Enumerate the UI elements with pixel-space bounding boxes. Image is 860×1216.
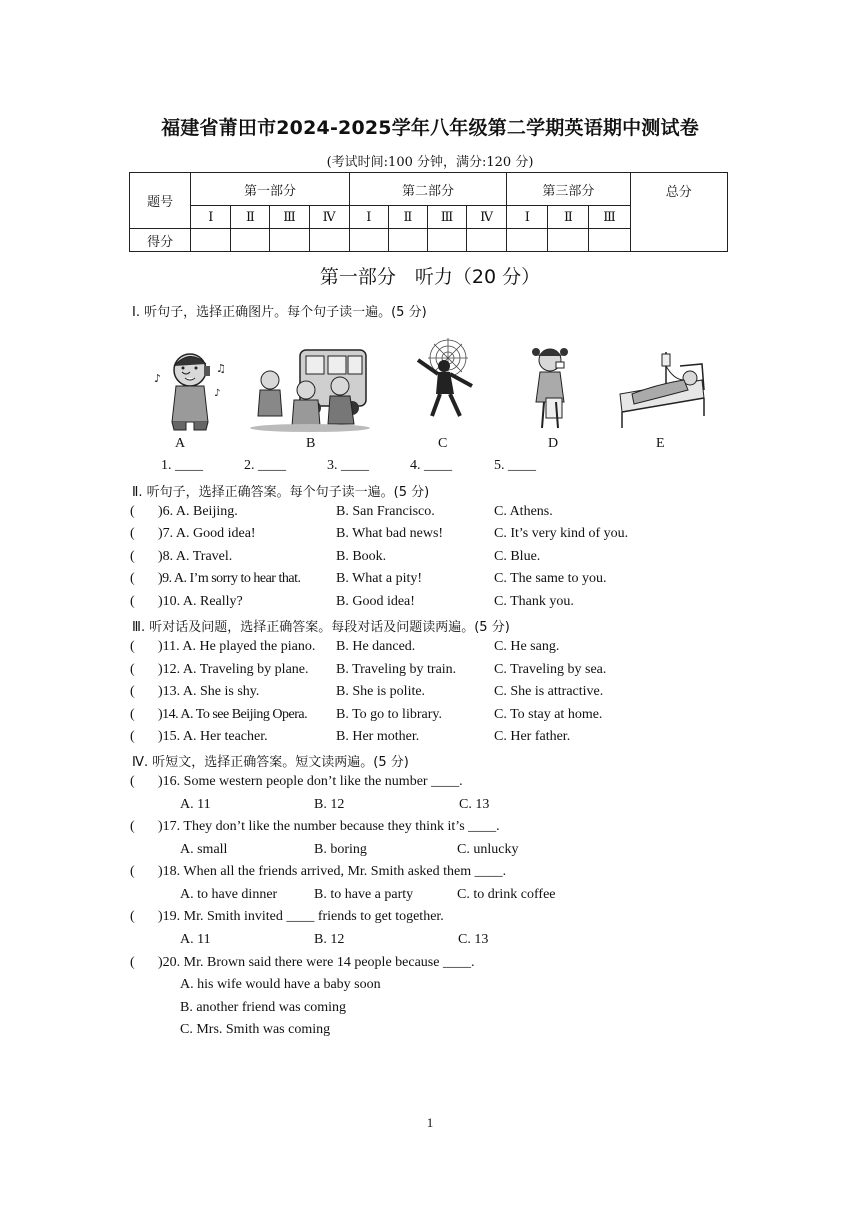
picture-label-e: E xyxy=(656,436,665,451)
option-c: C. The same to you. xyxy=(494,571,607,586)
score-cell xyxy=(309,229,349,252)
option-b: B. 12 xyxy=(314,797,345,812)
option-b: B. What bad news! xyxy=(336,526,444,541)
option-a: A. 11 xyxy=(180,797,211,812)
part2-header: 第二部分 xyxy=(349,173,507,206)
score-cell xyxy=(427,229,466,252)
answer-paren[interactable]: ( xyxy=(130,549,135,564)
option-c: C. 13 xyxy=(459,797,490,812)
answer-paren[interactable]: ( xyxy=(130,662,135,677)
picture-label-a: A xyxy=(175,436,186,451)
option-c: C. to drink coffee xyxy=(457,887,556,902)
answer-paren[interactable]: ( xyxy=(130,684,135,699)
picture-label-c: C xyxy=(438,436,448,451)
q3-heading: Ⅲ. 听对话及问题，选择正确答案。每段对话及问题读两遍。(5 分) xyxy=(132,620,510,635)
answer-paren[interactable]: ( xyxy=(130,571,135,586)
answer-blank[interactable]: 2. ____ xyxy=(244,458,286,473)
answer-paren[interactable]: ( xyxy=(130,819,135,834)
option-c: C. It’s very kind of you. xyxy=(494,526,629,541)
row-header-number: 题号 xyxy=(130,173,191,229)
part1-col: Ⅳ xyxy=(309,206,349,229)
part2-col: Ⅳ xyxy=(467,206,507,229)
part3-col: Ⅲ xyxy=(589,206,630,229)
part1-col: Ⅰ xyxy=(191,206,231,229)
part1-col: Ⅲ xyxy=(270,206,309,229)
option-c: C. Traveling by sea. xyxy=(494,662,607,677)
option-b: B. He danced. xyxy=(336,639,416,654)
option-b: B. Her mother. xyxy=(336,729,420,744)
picture-label-d: D xyxy=(548,436,559,451)
answer-paren[interactable]: ( xyxy=(130,526,135,541)
option-b: B. San Francisco. xyxy=(336,504,435,519)
part3-col: Ⅱ xyxy=(548,206,589,229)
part2-col: Ⅰ xyxy=(349,206,388,229)
option-b: B. To go to library. xyxy=(336,707,442,722)
option-a: )14. A. To see Beijing Opera. xyxy=(158,707,308,722)
svg-text:♪: ♪ xyxy=(214,388,221,399)
option-b: B. She is polite. xyxy=(336,684,426,699)
answer-paren[interactable]: ( xyxy=(130,864,135,879)
svg-text:♪: ♪ xyxy=(154,372,162,385)
total-header: 总分 xyxy=(630,173,727,252)
score-cell xyxy=(191,229,231,252)
option-c: C. He sang. xyxy=(494,639,560,654)
answer-paren[interactable]: ( xyxy=(130,729,135,744)
part3-col: Ⅰ xyxy=(507,206,548,229)
score-table xyxy=(129,172,728,252)
svg-text:♫: ♫ xyxy=(216,362,226,375)
score-cell xyxy=(349,229,388,252)
question-stem: )16. Some western people don’t like the number ____. xyxy=(158,774,463,789)
answer-blank[interactable]: 1. ____ xyxy=(161,458,203,473)
option-b: B. Traveling by train. xyxy=(336,662,457,677)
girl-tissue-picture xyxy=(526,342,578,432)
answer-paren[interactable]: ( xyxy=(130,594,135,609)
picture-label-b: B xyxy=(306,436,316,451)
option-a: )10. A. Really? xyxy=(158,594,243,609)
page-number: 1 xyxy=(426,1115,434,1130)
option-a: )15. A. Her teacher. xyxy=(158,729,268,744)
option-b: B. boring xyxy=(314,842,367,857)
option-c: C. unlucky xyxy=(457,842,519,857)
answer-paren[interactable]: ( xyxy=(130,955,135,970)
part3-header: 第三部分 xyxy=(507,173,630,206)
option-c: C. 13 xyxy=(458,932,489,947)
answer-blank[interactable]: 4. ____ xyxy=(410,458,452,473)
answer-blank[interactable]: 3. ____ xyxy=(327,458,369,473)
option-a: )9. A. I’m sorry to hear that. xyxy=(158,571,301,586)
part2-col: Ⅲ xyxy=(427,206,466,229)
answer-blank[interactable]: 5. ____ xyxy=(494,458,536,473)
option-c: C. Her father. xyxy=(494,729,571,744)
score-cell xyxy=(270,229,309,252)
option-a: )6. A. Beijing. xyxy=(158,504,238,519)
question-stem: )19. Mr. Smith invited ____ friends to get together. xyxy=(158,909,444,924)
kids-bus-picture xyxy=(248,346,372,432)
page-title: 福建省莆田市2024-2025学年八年级第二学期英语期中测试卷 xyxy=(161,117,699,139)
score-cell xyxy=(231,229,270,252)
option-b: B. What a pity! xyxy=(336,571,423,586)
exam-info: (考试时间:100 分钟，满分:120 分) xyxy=(326,155,534,170)
hospital-bed-picture xyxy=(618,350,708,432)
option-a: )12. A. Traveling by plane. xyxy=(158,662,309,677)
option-c: C. To stay at home. xyxy=(494,707,603,722)
option-c: C. Thank you. xyxy=(494,594,574,609)
answer-paren[interactable]: ( xyxy=(130,774,135,789)
question-stem: )17. They don’t like the number because they think it’s ____. xyxy=(158,819,500,834)
part2-col: Ⅱ xyxy=(388,206,427,229)
option-c: C. Blue. xyxy=(494,549,541,564)
score-cell xyxy=(589,229,630,252)
option-a: A. to have dinner xyxy=(180,887,278,902)
score-cell xyxy=(548,229,589,252)
part1-col: Ⅱ xyxy=(231,206,270,229)
option-a: )11. A. He played the piano. xyxy=(158,639,316,654)
option-b: B. to have a party xyxy=(314,887,414,902)
answer-paren[interactable]: ( xyxy=(130,504,135,519)
option-b: B. Book. xyxy=(336,549,387,564)
row-header-score: 得分 xyxy=(130,229,191,252)
boy-singing-picture xyxy=(152,342,230,432)
score-cell xyxy=(507,229,548,252)
answer-paren[interactable]: ( xyxy=(130,707,135,722)
spider-man-picture xyxy=(402,338,484,420)
option-c: C. She is attractive. xyxy=(494,684,604,699)
option-a: )8. A. Travel. xyxy=(158,549,233,564)
option-a: A. small xyxy=(180,842,228,857)
part1-header: 第一部分 xyxy=(191,173,350,206)
option-b: B. Good idea! xyxy=(336,594,415,609)
score-cell xyxy=(388,229,427,252)
question-stem: )20. Mr. Brown said there were 14 people because ____. xyxy=(158,955,475,970)
answer-paren[interactable]: ( xyxy=(130,639,135,654)
option-a: )7. A. Good idea! xyxy=(158,526,256,541)
question-stem: )18. When all the friends arrived, Mr. Smith asked them ____. xyxy=(158,864,507,879)
q1-heading: Ⅰ. 听句子，选择正确图片。每个句子读一遍。(5 分) xyxy=(132,305,427,320)
q2-heading: Ⅱ. 听句子，选择正确答案。每个句子读一遍。(5 分) xyxy=(132,485,430,500)
option-a: A. 11 xyxy=(180,932,211,947)
section-heading: 第一部分 听力（20 分） xyxy=(319,266,541,288)
option-c: C. Athens. xyxy=(494,504,553,519)
score-cell xyxy=(467,229,507,252)
option-b: B. 12 xyxy=(314,932,345,947)
answer-paren[interactable]: ( xyxy=(130,909,135,924)
q4-heading: Ⅳ. 听短文，选择正确答案。短文读两遍。(5 分) xyxy=(132,755,409,770)
option-a: )13. A. She is shy. xyxy=(158,684,260,699)
